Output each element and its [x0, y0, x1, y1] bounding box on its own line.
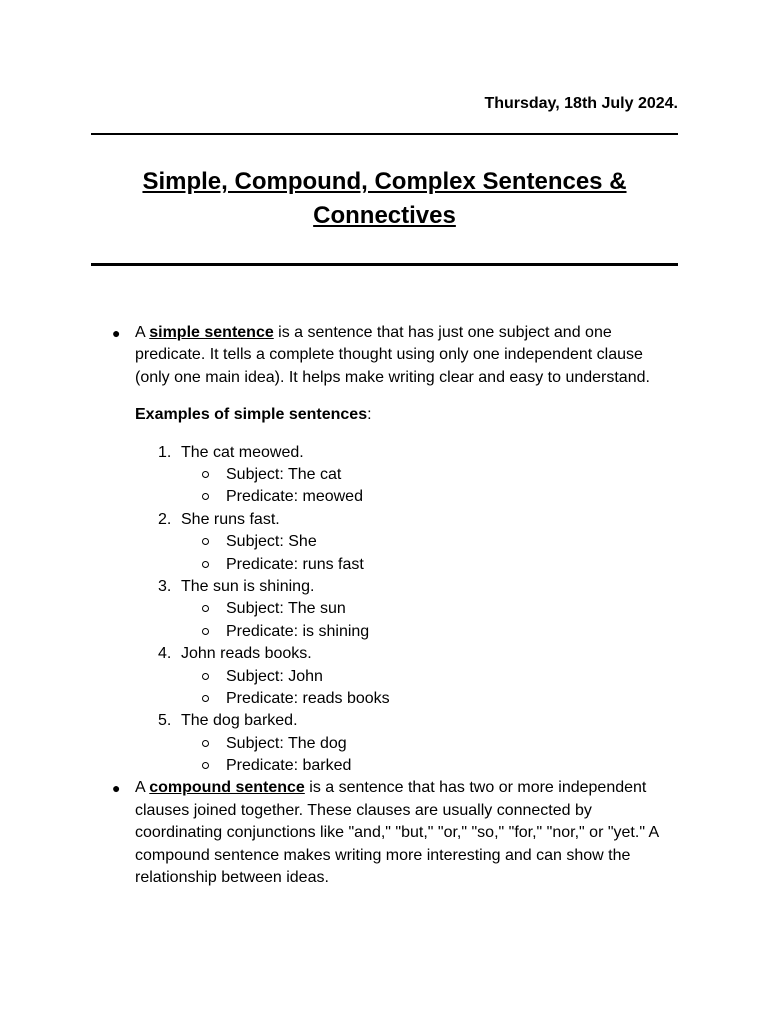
- example-number: 4.: [158, 645, 172, 663]
- example-subject: [0, 598, 768, 620]
- circle-bullet-icon: [202, 740, 209, 747]
- example-text: The dog barked.: [181, 712, 298, 730]
- circle-bullet-icon: [202, 673, 209, 680]
- list-item: [0, 509, 768, 576]
- example-subject: [0, 733, 768, 755]
- example-text: The cat meowed.: [181, 443, 304, 461]
- predicate-text: Predicate: barked: [226, 757, 352, 775]
- predicate-text: Predicate: runs fast: [226, 555, 364, 573]
- bottom-divider: [91, 263, 678, 266]
- examples-heading-colon: :: [367, 406, 372, 424]
- circle-bullet-icon: [202, 628, 209, 635]
- simple-sentence-definition: [0, 322, 675, 389]
- circle-bullet-icon: [202, 561, 209, 568]
- examples-heading: [0, 404, 768, 426]
- example-subject: [0, 666, 768, 688]
- circle-bullet-icon: [202, 605, 209, 612]
- document-body: [0, 322, 768, 890]
- example-sentence: [0, 576, 768, 598]
- definition-text: is a sentence that has two or more independent clauses joined together. These clauses are usually connected by coordinating conjunctions like "and," "but," "or," "so," "for," "nor," or "yet." A compound sentence makes writing more interesting and can show the relationship between ideas.: [135, 779, 659, 887]
- example-predicate: [0, 688, 768, 710]
- predicate-text: Predicate: meowed: [226, 488, 363, 506]
- example-sentence: [0, 643, 768, 665]
- top-divider: [91, 133, 678, 135]
- example-predicate: [0, 486, 768, 508]
- example-text: John reads books.: [181, 645, 312, 663]
- example-number: 5.: [158, 712, 172, 730]
- list-item: [0, 710, 768, 777]
- examples-list: [0, 442, 768, 778]
- predicate-text: Predicate: reads books: [226, 689, 390, 707]
- example-number: 2.: [158, 510, 172, 528]
- list-item: [0, 442, 768, 509]
- circle-bullet-icon: [202, 695, 209, 702]
- subject-text: Subject: The sun: [226, 600, 346, 618]
- page-title: Simple, Compound, Complex Sentences & Connectives: [142, 168, 627, 229]
- circle-bullet-icon: [202, 538, 209, 545]
- compound-sentence-definition: [0, 777, 675, 889]
- circle-bullet-icon: [202, 762, 209, 769]
- circle-bullet-icon: [202, 471, 209, 478]
- example-number: 3.: [158, 577, 172, 595]
- example-sentence: [0, 509, 768, 531]
- definition-text: is a sentence that has just one subject and one predicate. It tells a complete thought using only one independent clause (only one main idea). It helps make writing clear and easy to understand.: [135, 324, 650, 386]
- example-text: She runs fast.: [181, 510, 280, 528]
- examples-heading-label: Examples of simple sentences: [135, 406, 368, 424]
- bullet-icon: ●: [112, 780, 121, 797]
- example-predicate: [0, 755, 768, 777]
- definition-lead: A: [135, 324, 150, 341]
- bullet-icon: ●: [112, 325, 121, 341]
- example-subject: [0, 464, 768, 486]
- subject-text: Subject: The dog: [226, 734, 347, 752]
- example-text: The sun is shining.: [181, 577, 315, 595]
- simple-sentence-term: simple sentence: [149, 324, 274, 341]
- compound-sentence-term: compound sentence: [149, 779, 305, 797]
- list-item: [0, 643, 768, 710]
- example-sentence: [0, 710, 768, 732]
- document-date: Thursday, 18th July 2024.: [484, 95, 678, 112]
- circle-bullet-icon: [202, 493, 209, 500]
- predicate-text: Predicate: is shining: [226, 622, 370, 640]
- example-predicate: [0, 621, 768, 643]
- subject-text: Subject: She: [226, 533, 317, 551]
- example-number: 1.: [158, 443, 172, 461]
- example-predicate: [0, 554, 768, 576]
- example-subject: [0, 531, 768, 553]
- definition-lead: A: [135, 779, 150, 797]
- subject-text: Subject: The cat: [226, 466, 342, 484]
- subject-text: Subject: John: [226, 667, 323, 685]
- list-item: [0, 576, 768, 643]
- example-sentence: [0, 442, 768, 464]
